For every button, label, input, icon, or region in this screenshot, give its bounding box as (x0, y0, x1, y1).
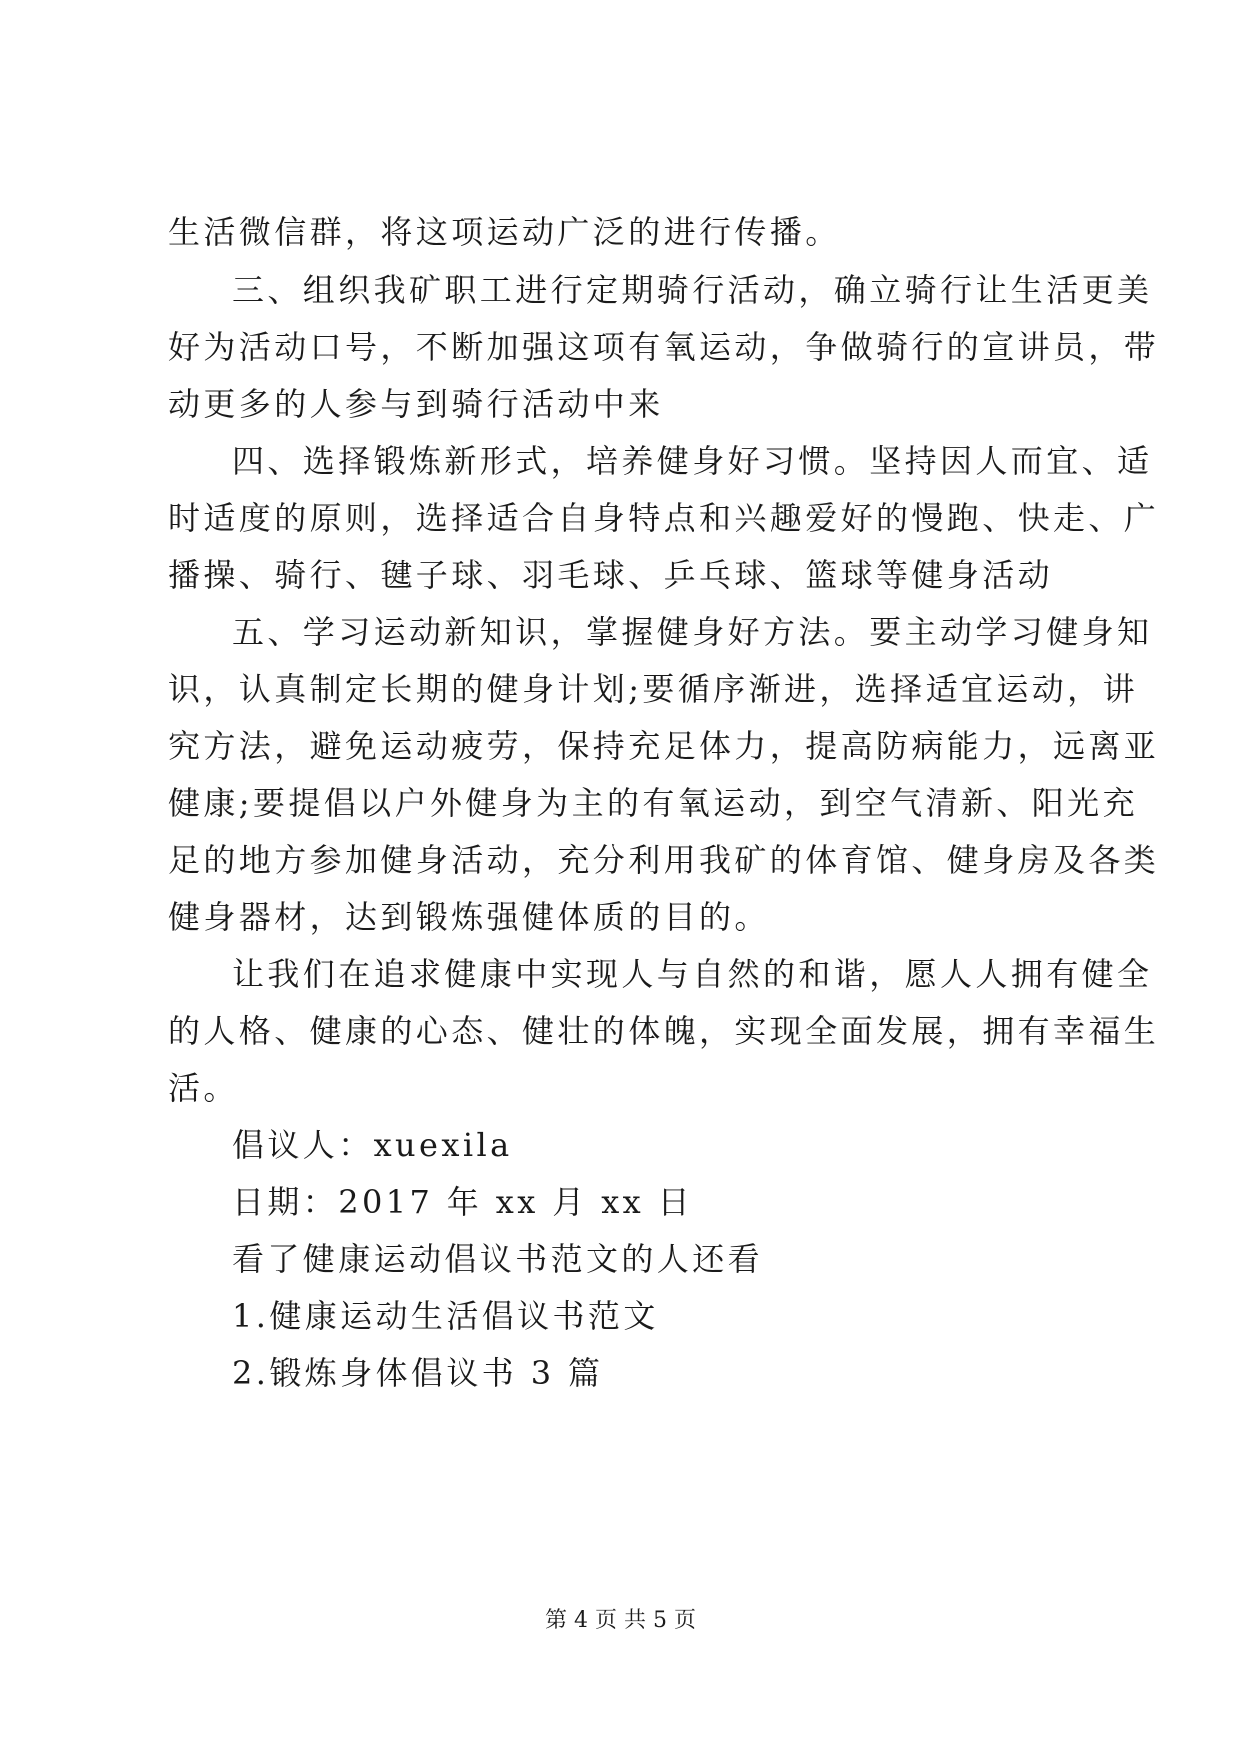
paragraph-line: 的人格、健康的心态、健壮的体魄，实现全面发展，拥有幸福生 (168, 1012, 1160, 1050)
paragraph-line: 识，认真制定长期的健身计划;要循序渐进，选择适宜运动，讲 (168, 670, 1138, 708)
paragraph-line: 足的地方参加健身活动，充分利用我矿的体育馆、健身房及各类 (168, 841, 1160, 879)
date-line: 日期：2017 年 xx 月 xx 日 (232, 1183, 694, 1221)
paragraph-line: 三、组织我矿职工进行定期骑行活动，确立骑行让生活更美 (232, 271, 1153, 309)
paragraph-line: 健身器材，达到锻炼强健体质的目的。 (168, 898, 770, 936)
paragraph-line: 播操、骑行、毽子球、羽毛球、乒乓球、篮球等健身活动 (168, 556, 1054, 594)
paragraph-line: 究方法，避免运动疲劳，保持充足体力，提高防病能力，远离亚 (168, 727, 1160, 765)
paragraph-line: 活。 (168, 1069, 239, 1107)
related-item: 1.健康运动生活倡议书范文 (232, 1297, 659, 1335)
paragraph-line: 四、选择锻炼新形式，培养健身好习惯。坚持因人而宜、适 (232, 442, 1153, 480)
paragraph-line: 好为活动口号，不断加强这项有氧运动，争做骑行的宣讲员，带 (168, 328, 1160, 366)
paragraph-line: 生活微信群，将这项运动广泛的进行传播。 (168, 213, 841, 251)
paragraph-line: 五、学习运动新知识，掌握健身好方法。要主动学习健身知 (232, 613, 1153, 651)
paragraph-line: 时适度的原则，选择适合自身特点和兴趣爱好的慢跑、快走、广 (168, 499, 1160, 537)
related-heading: 看了健康运动倡议书范文的人还看 (232, 1240, 764, 1278)
proposer-line: 倡议人：xuexila (232, 1126, 513, 1164)
paragraph-line: 健康;要提倡以户外健身为主的有氧运动，到空气清新、阳光充 (168, 784, 1138, 822)
paragraph-line: 动更多的人参与到骑行活动中来 (168, 385, 664, 423)
paragraph-line: 让我们在追求健康中实现人与自然的和谐，愿人人拥有健全 (232, 955, 1153, 993)
page-footer: 第 4 页 共 5 页 (545, 1608, 696, 1633)
related-item: 2.锻炼身体倡议书 3 篇 (232, 1354, 604, 1392)
